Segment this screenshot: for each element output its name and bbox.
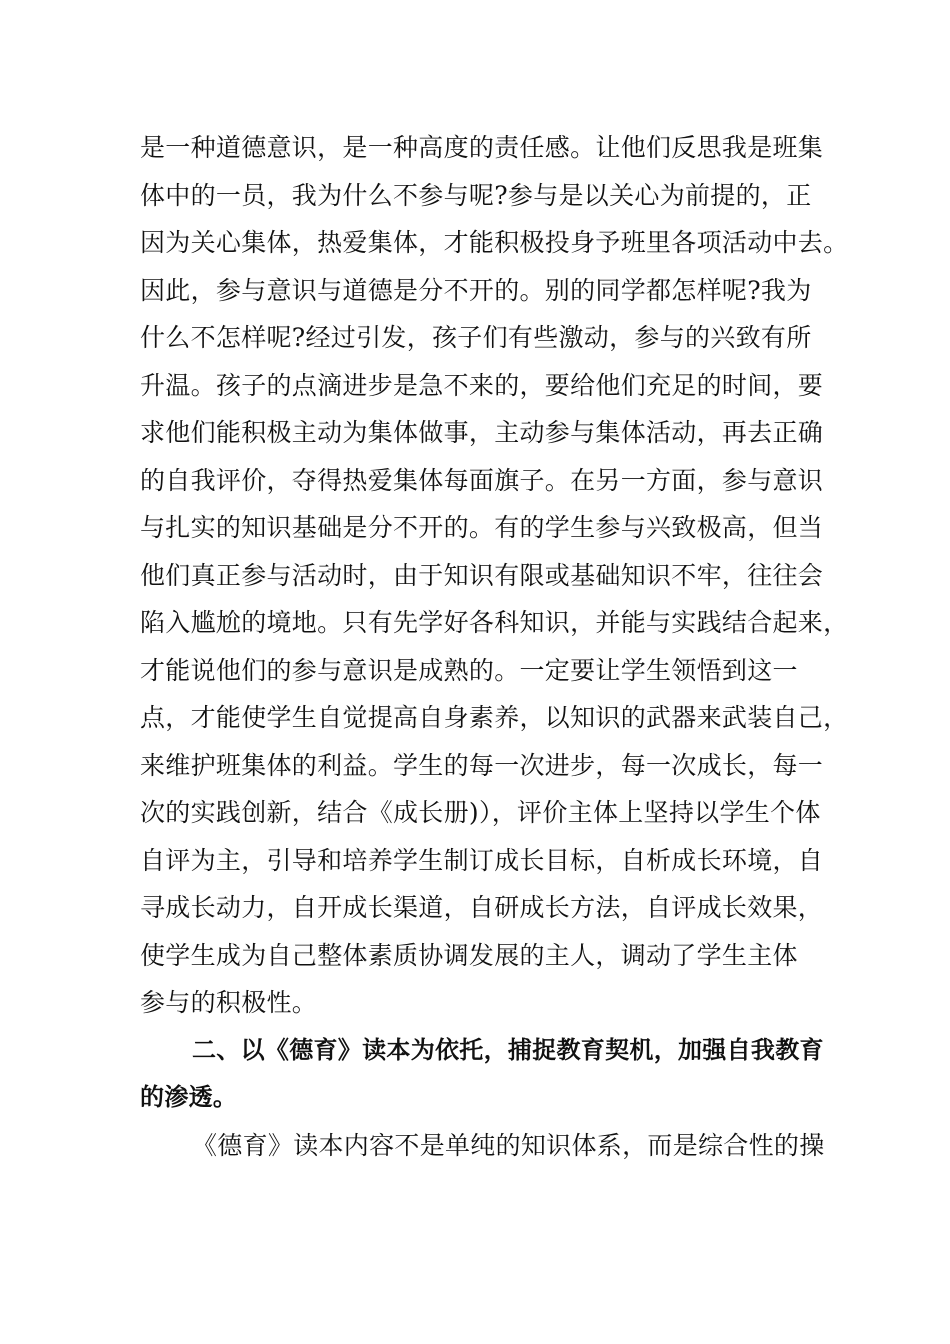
text-line: 来维护班集体的利益。学生的每一次进步，每一次成长，每一 (140, 750, 824, 780)
text-line: 体中的一员，我为什么不参与呢?参与是以关心为前提的，正 (140, 180, 812, 210)
heading-line: 二、以《德育》读本为依托，捕捉教育契机，加强自我教育 (192, 1035, 824, 1064)
text-line: 陷入尴尬的境地。只有先学好各科知识，并能与实践结合起来， (140, 608, 849, 637)
body-paragraph (140, 1122, 825, 1170)
text-line: 是一种道德意识，是一种高度的责任感。让他们反思我是班集 (140, 133, 824, 162)
text-line: 与扎实的知识基础是分不开的。有的学生参与兴致极高，但当 (140, 513, 824, 542)
section-heading (140, 1027, 824, 1122)
heading-line: 的渗透。 (140, 1083, 238, 1111)
text-line: 寻成长动力，自开成长渠道，自研成长方法，自评成长效果， (140, 893, 824, 922)
text-line: 因此，参与意识与道德是分不开的。别的同学都怎样呢?我为 (140, 275, 812, 305)
text-line: 因为关心集体，热爱集体，才能积极投身予班里各项活动中去。 (140, 228, 849, 257)
body-paragraph (140, 124, 849, 1027)
text-line: 他们真正参与活动时，由于知识有限或基础知识不牢，往往会 (140, 560, 824, 590)
text-line: 升温。孩子的点滴进步是急不来的，要给他们充足的时间，要 (140, 370, 824, 400)
text-line: 自评为主，引导和培养学生制订成长目标，自析成长环境，自 (140, 845, 824, 875)
text-line: 参与的积极性。 (140, 988, 318, 1017)
text-line: 的自我评价，夺得热爱集体每面旗子。在另一方面，参与意识 (140, 465, 824, 495)
text-line: 求他们能积极主动为集体做事，主动参与集体活动，再去正确 (140, 418, 824, 447)
text-line: 使学生成为自己整体素质协调发展的主人，调动了学生主体 (140, 940, 798, 970)
text-line: 才能说他们的参与意识是成熟的。一定要让学生领悟到这一 (140, 655, 798, 685)
text-line: 什么不怎样呢?经过引发，孩子们有些激动，参与的兴致有所 (140, 323, 812, 352)
text-line: 点，才能使学生自觉提高自身素养，以知识的武器来武装自己， (140, 703, 849, 732)
text-line: 次的实践创新，结合《成长册)），评价主体上坚持以学生个体 (140, 798, 821, 827)
text-line: 《德育》读本内容不是单纯的知识体系，而是综合性的操 (192, 1130, 825, 1160)
document-body (140, 124, 849, 1169)
